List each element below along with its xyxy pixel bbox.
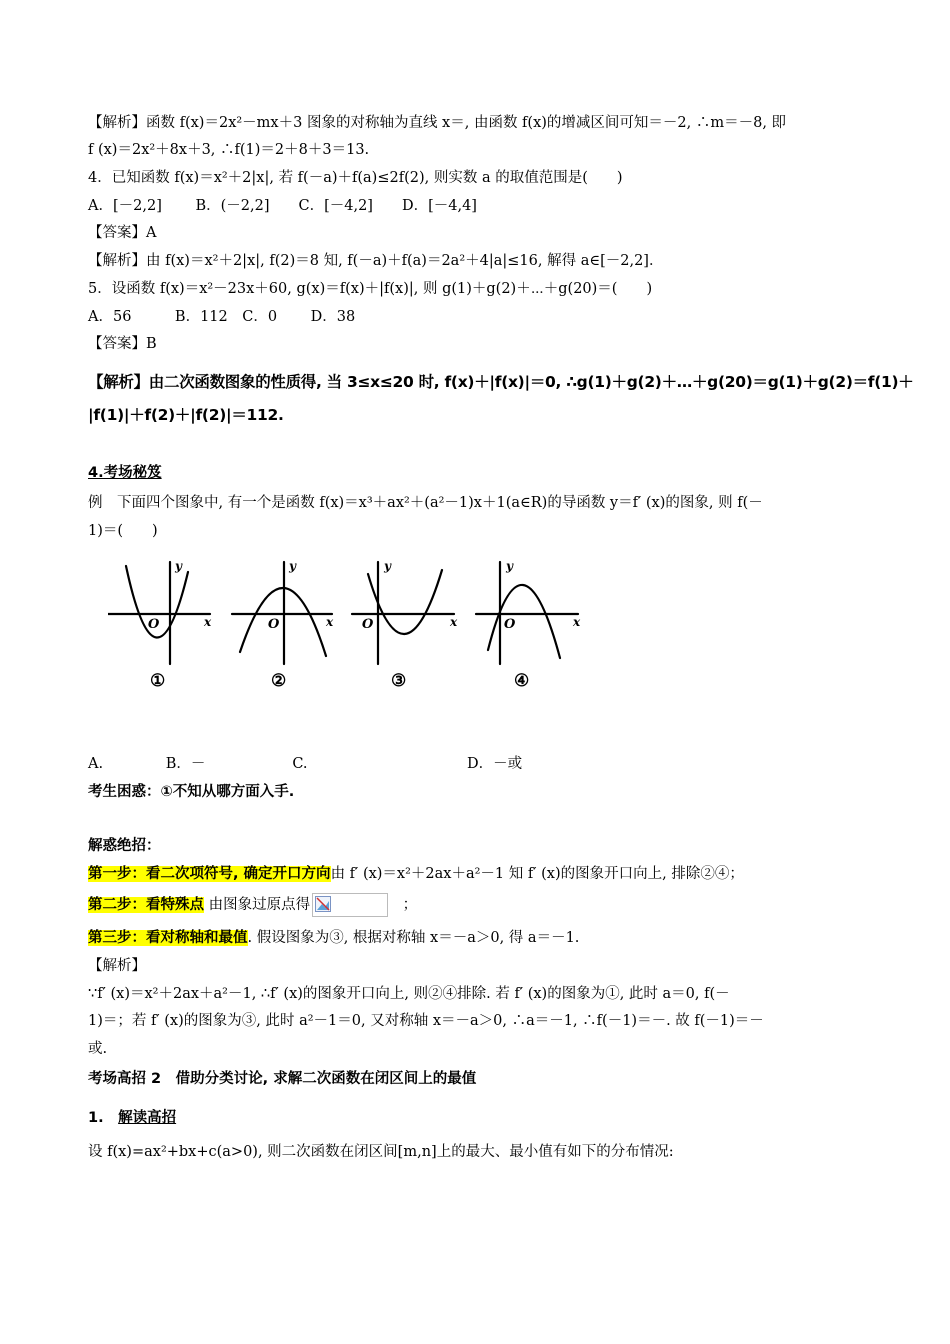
analysis-line-1: 【解析】函数 f(x)＝2x²－mx＋3 图象的对称轴为直线 x＝, 由函数 f(x)的增减区间可知＝－2, ∴m＝－8, 即 <box>88 115 787 131</box>
graph-3-y-label: y <box>384 559 391 573</box>
interpretation-number: 1. <box>88 1110 119 1126</box>
question-5-answer: 【答案】B <box>88 336 157 352</box>
high-tip-2-heading: 考场高招 2 借助分类讨论, 求解二次函数在闭区间上的最值 <box>88 1071 477 1087</box>
graph-2-origin: O <box>268 617 280 632</box>
graph-1-origin: O <box>148 617 160 632</box>
step-2 <box>88 893 417 917</box>
solution-line-2: 1)＝；若 f′ (x)的图象为③, 此时 a²－1＝0, 又对称轴 x＝－a＞0, ∴a＝－1, ∴f(－1)＝－. 故 f(－1)＝－ <box>88 1013 764 1029</box>
question-5: 5．设函数 f(x)＝x²－23x＋60, g(x)＝f(x)＋|f(x)|, 则 g(1)＋g(2)＋⋯＋g(20)＝( ) <box>88 281 653 297</box>
graph-2-number: ② <box>271 671 287 691</box>
question-4-solution: 【解析】由 f(x)＝x²＋2|x|, f(2)＝8 知, f(－a)＋f(a)＝2a²＋4|a|≤16, 解得 a∈[－2,2]． <box>88 253 664 269</box>
solution-heading: 【解析】 <box>88 958 146 974</box>
solution-line-3: 或. <box>88 1041 108 1057</box>
graph-3 <box>352 562 454 664</box>
interpretation-title: 解读高招 <box>118 1110 177 1126</box>
question-5-solution-1: 【解析】由二次函数图象的性质得, 当 3≤x≤20 时, f(x)＋|f(x)|＝0, ∴g(1)＋g(2)＋…＋g(20)＝g(1)＋g(2)＝f(1)＋ <box>88 373 914 391</box>
step-3 <box>88 928 579 948</box>
step-1-highlight: 第一步：看二次项符号, 确定开口方向 <box>88 866 331 882</box>
graph-2-x-label: x <box>326 615 334 629</box>
step-2-highlight: 第二步：看特殊点 <box>88 897 204 913</box>
question-4-answer: 【答案】A <box>88 225 157 241</box>
step-1-text: 由 f′ (x)＝x²＋2ax＋a²－1 知 f′ (x)的图象开口向上, 排除②④； <box>330 866 744 882</box>
question-5-options: A．56 B．112 C．0 D．38 <box>88 309 356 325</box>
graph-1-x-label: x <box>204 615 212 629</box>
step-2-end: ； <box>388 897 418 913</box>
graph-4-number: ④ <box>514 671 530 691</box>
graph-4 <box>476 562 578 664</box>
final-line: 设 f(x)=ax²+bx+c(a>0), 则二次函数在闭区间[m,n]上的最大、最小值有如下的分布情况: <box>88 1144 674 1160</box>
graph-2-y-label: y <box>289 559 296 573</box>
graph-4-origin: O <box>504 617 516 632</box>
graph-1-number: ① <box>150 671 166 691</box>
graph-4-x-label: x <box>573 615 581 629</box>
step-1 <box>88 864 744 884</box>
graph-1-y-label: y <box>175 559 182 573</box>
section-heading: 4.考场秘笈 <box>88 465 162 481</box>
graph-4-y-label: y <box>506 559 513 573</box>
solution-line-1: ∵f′ (x)＝x²＋2ax＋a²－1, ∴f′ (x)的图象开口向上, 则②④排除. 若 f′ (x)的图象为①, 此时 a＝0, f(－ <box>88 986 730 1002</box>
student-confusion: 考生困惑：①不知从哪方面入手. <box>88 784 295 800</box>
analysis-line-2: f (x)＝2x²＋8x＋3, ∴f(1)＝2＋8＋3＝13. <box>88 142 370 158</box>
example-line-2: 1)＝( ) <box>88 523 158 539</box>
derivative-graphs <box>108 556 588 696</box>
question-4: 4．已知函数 f(x)＝x²＋2|x|, 若 f(－a)＋f(a)≤2f(2), 则实数 a 的取值范围是( ) <box>88 170 623 186</box>
graph-1 <box>108 562 210 664</box>
step-3-highlight: 第三步：看对称轴和最值 <box>88 930 248 946</box>
step-3-text: . 假设图象为③, 根据对称轴 x＝－a＞0, 得 a＝－1. <box>247 930 580 946</box>
step-2-text: 由图象过原点得 <box>204 897 311 913</box>
graph-3-origin: O <box>362 617 374 632</box>
tips-heading: 解惑绝招： <box>88 838 161 854</box>
example-options: A. B．－ C. D．－或 <box>88 756 523 772</box>
example-line-1: 例 下面四个图象中, 有一个是函数 f(x)＝x³＋ax²＋(a²－1)x＋1(a∈R)的导函数 y＝f′ (x)的图象, 则 f(－ <box>88 495 763 511</box>
broken-image-icon <box>312 893 388 917</box>
interpretation-heading <box>88 1108 176 1128</box>
graph-2 <box>232 562 332 664</box>
graph-3-number: ③ <box>391 671 407 691</box>
graph-3-x-label: x <box>450 615 458 629</box>
question-5-solution-2: |f(1)|＋f(2)＋|f(2)|＝112. <box>88 406 284 424</box>
question-4-options: A．[－2,2] B．(－2,2] C．[－4,2] D．[－4,4] <box>88 198 477 214</box>
